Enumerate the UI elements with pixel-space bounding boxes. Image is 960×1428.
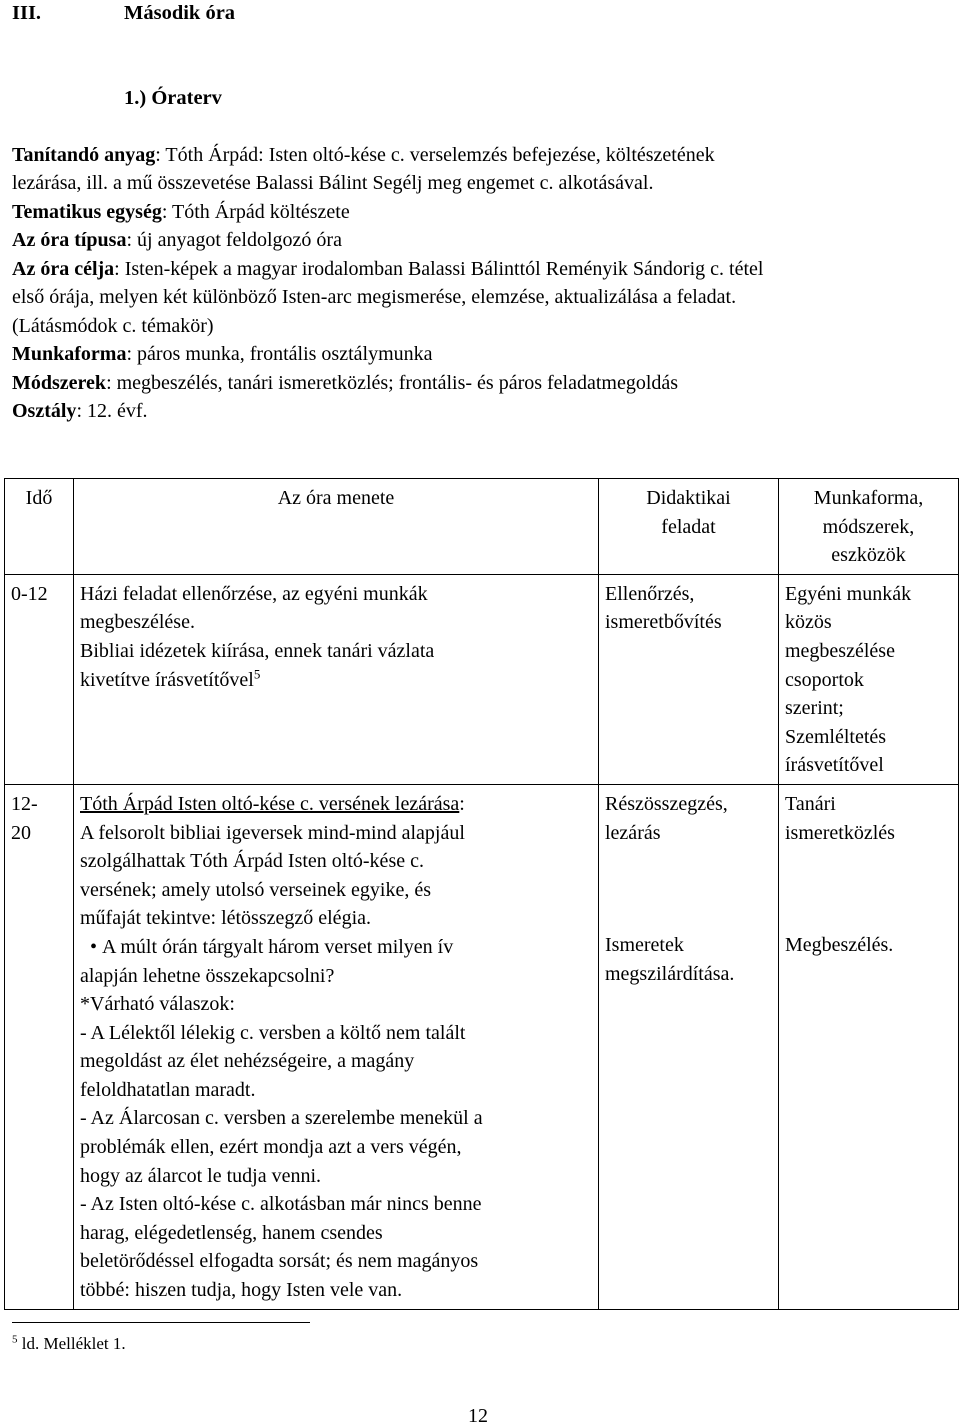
row1-menete: Házi feladat ellenőrzése, az egyéni munkák megbeszélése. Bibliai idézetek kiírása, ennek tanári vázlata kivetítve írásvetítővel$^5$ (74, 574, 599, 784)
meta-value: : megbeszélés, tanári ismeretközlés; frontális- és páros feladatmegoldás (106, 372, 679, 394)
meta-label: Munkaforma (12, 343, 127, 365)
footnote-ref: 5 (253, 665, 261, 681)
meta-value: : páros munka, frontális osztálymunka (126, 343, 433, 365)
subsection-heading (124, 87, 222, 110)
meta-value: : 12. évf. (76, 400, 148, 422)
meta-value: : Tóth Árpád: Isten oltó-kése c. verselemzés befejezése, költészetének (155, 144, 715, 166)
bullet-icon (90, 936, 102, 958)
row1-munkaforma: Egyéni munkák közös megbeszélése csoportok szerint; Szemléltetés írásvetítővel (779, 574, 959, 784)
header-munkaforma: Munkaforma, módszerek, eszközök (779, 479, 959, 575)
meta-munkaforma (12, 340, 952, 368)
header-ido: Idő (5, 479, 74, 575)
row1-didaktikai: Ellenőrzés, ismeretbővítés (599, 574, 779, 784)
meta-tanitando-line2: lezárása, ill. a mű összevetése Balassi Bálint Segélj meg engemet c. alkotásával. (12, 172, 654, 194)
row2-didaktikai: Részösszegzés, lezárás Ismeretek megszilárdítása. (599, 784, 779, 1309)
row2-heading: Tóth Árpád Isten oltó-kése c. versének lezárása (80, 792, 460, 815)
meta-osztaly (12, 397, 952, 425)
meta-value: : új anyagot feldolgozó óra (126, 229, 342, 251)
section-title: Második óra (124, 2, 236, 24)
meta-celja-line1 (12, 255, 952, 283)
section-number: III. (12, 2, 42, 24)
meta-value: : Isten-képek a magyar irodalomban Balassi Bálinttól Reményik Sándorig c. tétel (114, 258, 764, 280)
row1-time: 0-12 (5, 574, 74, 784)
subsection-number: 1.) (124, 87, 147, 109)
lesson-plan-table (4, 478, 959, 1310)
page-number: 12 (468, 1405, 488, 1427)
row2-munkaforma: Tanári ismeretközlés Megbeszélés. (779, 784, 959, 1309)
meta-tipus (12, 226, 952, 254)
meta-tematikus (12, 198, 952, 226)
meta-label: Módszerek (12, 372, 107, 394)
table-header-row (5, 479, 959, 575)
subsection-title: Óraterv (151, 87, 222, 109)
footnote-text: ld. Melléklet 1. (21, 1334, 126, 1353)
row2-menete: Tóth Árpád Isten oltó-kése c. versének lezárása: A felsorolt bibliai igeversek mind-mind alapjául szolgálhattak Tóth Árpád Isten oltó-kése c. versének; amely utolsó verseinek egyike, és műfaját tekintve: létösszegző elégia. • A múlt órán tárgyalt három verset milyen ív alapján lehetne összekapcsolni? *Várható válaszok: - A Lélektől lélekig c. versben a költő nem talált megoldást az élet nehézségeire, a magány feloldhatatlan maradt. - Az Álarcosan c. versben a szerelembe menekül a problémák ellen, ezért mondja azt a vers végén, hogy az álarcot le tudja venni. - Az Isten oltó-kése c. alkotásban már nincs benne harag, elégedetlenség, hanem csendes beletörődéssel elfogadta sorsát; és nem magányos többé: hiszen tudja, hogy Isten vele van. (74, 784, 599, 1309)
table-row (5, 574, 959, 784)
footnote-separator (12, 1322, 310, 1323)
footnote (12, 1334, 126, 1354)
meta-label: Tanítandó anyag (12, 144, 156, 166)
meta-label: Tematikus egység (12, 201, 162, 223)
meta-modszerek (12, 369, 952, 397)
meta-label: Az óra célja (12, 258, 115, 280)
row2-time: 12- 20 (5, 784, 74, 1309)
header-menete: Az óra menete (74, 479, 599, 575)
meta-celja-line2: első órája, melyen két különböző Isten-arc megismerése, elemzése, aktualizálása a feladat. (12, 286, 737, 308)
meta-value: : Tóth Árpád költészete (161, 201, 350, 223)
header-didaktikai: Didaktikai feladat (599, 479, 779, 575)
meta-celja-line3: (Látásmódok c. témakör) (12, 315, 214, 337)
meta-label: Osztály (12, 400, 77, 422)
meta-tanitando-line1 (12, 141, 952, 169)
table-row (5, 784, 959, 1309)
footnote-number: 5 (12, 1333, 18, 1346)
meta-label: Az óra típusa (12, 229, 127, 251)
